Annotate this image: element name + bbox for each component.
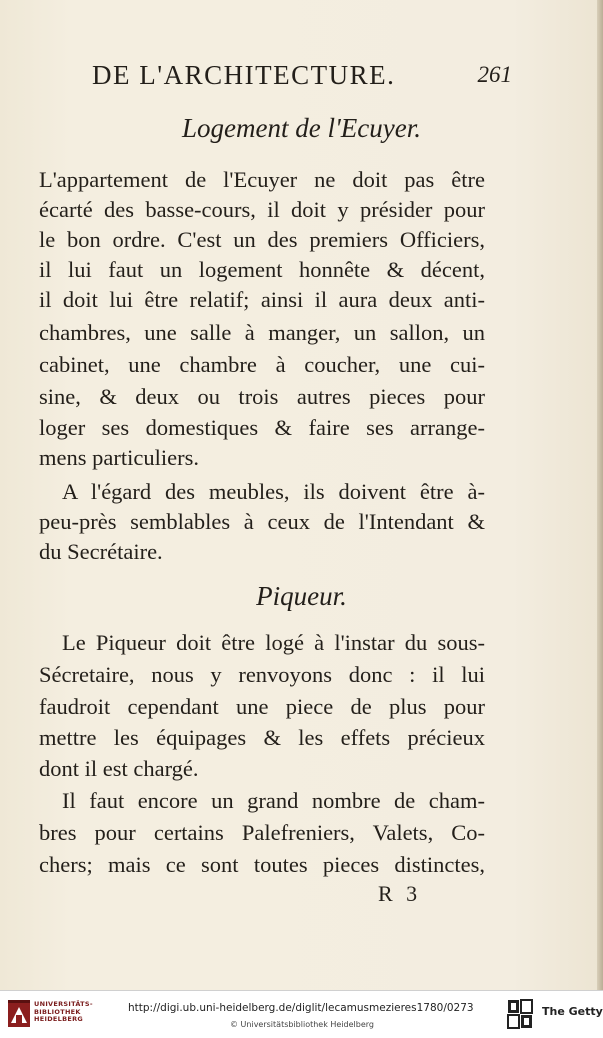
running-head-title: DE L'ARCHITECTURE. (92, 60, 396, 90)
text-line: du Secrétaire. (39, 539, 163, 564)
getty-logo-icon[interactable] (507, 999, 533, 1029)
page-edge-shadow (597, 0, 603, 990)
text-line: il lui faut un logement honnête & décent, (39, 257, 485, 282)
text-line: chambres, une salle à manger, un sallon, un (39, 320, 485, 345)
copyright-notice: © Universitätsbibliothek Heidelberg (230, 1020, 375, 1029)
text-line: Il faut encore un grand nombre de cham- (62, 788, 485, 813)
text-line: le bon ordre. C'est un des premiers Officiers, (39, 227, 485, 252)
text-line: mens particuliers. (39, 445, 199, 470)
text-line: écarté des basse-cours, il doit y présider pour (39, 197, 485, 222)
section-heading-ecuyer: Logement de l'Ecuyer. (182, 113, 421, 143)
library-name-line: HEIDELBERG (34, 1015, 84, 1023)
text-line: dont il est chargé. (39, 756, 199, 781)
text-line: il doit lui être relatif; ainsi il aura deux anti- (39, 287, 485, 312)
library-name-line: UNIVERSITÄTS- (34, 1000, 93, 1008)
text-line: mettre les équipages & les effets précieux (39, 725, 485, 750)
running-head (92, 60, 512, 92)
page-number: 261 (477, 62, 512, 87)
text-line: cabinet, une chambre à coucher, une cui- (39, 352, 485, 377)
signature-mark: R 3 (378, 881, 422, 906)
text-line: chers; mais ce sont toutes pieces distinctes, (39, 852, 485, 877)
permalink-url[interactable]: http://digi.ub.uni-heidelberg.de/diglit/lecamusmezieres1780/0273 (128, 1002, 474, 1014)
library-name (34, 1001, 93, 1024)
university-library-logo-icon[interactable] (7, 999, 31, 1029)
library-name-line: BIBLIOTHEK (34, 1007, 81, 1016)
getty-label[interactable]: The Getty (542, 1005, 603, 1018)
footer-bar (0, 990, 603, 1038)
text-line: bres pour certains Palefreniers, Valets, Co- (39, 820, 485, 845)
text-line: faudroit cependant une piece de plus pour (39, 694, 485, 719)
text-line: Le Piqueur doit être logé à l'instar du sous- (62, 630, 485, 655)
text-line: loger ses domestiques & faire ses arrange- (39, 415, 485, 440)
text-line: sine, & deux ou trois autres pieces pour (39, 384, 485, 409)
section-heading-piqueur: Piqueur. (256, 581, 347, 611)
text-line: A l'égard des meubles, ils doivent être à- (62, 479, 485, 504)
text-line: peu-près semblables à ceux de l'Intendant & (39, 509, 485, 534)
text-line: L'appartement de l'Ecuyer ne doit pas être (39, 167, 485, 192)
text-line: Sécretaire, nous y renvoyons donc : il lui (39, 662, 485, 687)
